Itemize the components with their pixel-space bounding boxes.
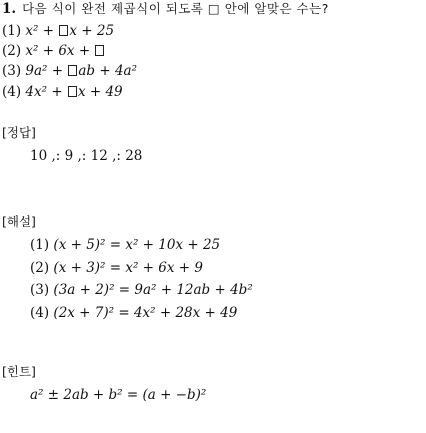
hint-label: [힌트]	[2, 364, 36, 379]
question-number: 1.	[2, 1, 17, 17]
question-prompt: 다음 식이 완전 제곱식이 되도록 □ 안에 알맞은 수는?	[22, 1, 329, 16]
item-number: (1)	[2, 23, 22, 39]
explanation-item-4	[30, 304, 237, 322]
item-number: (2)	[30, 260, 50, 276]
item-expr-post: ab + 4a²	[78, 63, 138, 79]
question-item-1	[2, 22, 114, 40]
explanation-item-3	[30, 281, 253, 299]
blank-box	[68, 86, 77, 97]
explanation-item-1	[30, 236, 220, 254]
hint-expr: a² ± 2ab + b² = (a + −b)²	[30, 387, 207, 403]
explanation-expr: (3a + 2)² = 9a² + 12ab + 4b²	[53, 282, 253, 298]
item-number: (3)	[2, 63, 22, 79]
item-number: (3)	[30, 282, 50, 298]
item-expr-pre: x² +	[25, 23, 59, 39]
question-item-4	[2, 83, 123, 101]
answer-text: 10 ,: 9 ,: 12 ,: 28	[30, 148, 143, 164]
item-expr-pre: x² + 6x +	[25, 43, 95, 59]
item-number: (1)	[30, 237, 50, 253]
explanation-item-2	[30, 259, 203, 277]
question-item-3	[2, 62, 137, 80]
explanation-label: [해설]	[2, 214, 36, 229]
blank-box	[59, 25, 68, 36]
question-line	[2, 0, 329, 18]
item-number: (2)	[2, 43, 22, 59]
explanation-expr: (x + 5)² = x² + 10x + 25	[53, 237, 221, 253]
item-expr-pre: 9a² +	[25, 63, 68, 79]
item-number: (4)	[2, 84, 22, 100]
item-expr-pre: 4x² +	[25, 84, 67, 100]
blank-box	[95, 45, 104, 56]
explanation-expr: (2x + 7)² = 4x² + 28x + 49	[53, 305, 238, 321]
blank-box	[68, 65, 77, 76]
question-item-2	[2, 42, 105, 60]
item-expr-post: x + 49	[77, 84, 123, 100]
answer-label: [정답]	[2, 125, 36, 140]
item-expr-post: x + 25	[69, 23, 115, 39]
item-number: (4)	[30, 305, 50, 321]
explanation-expr: (x + 3)² = x² + 6x + 9	[53, 260, 203, 276]
